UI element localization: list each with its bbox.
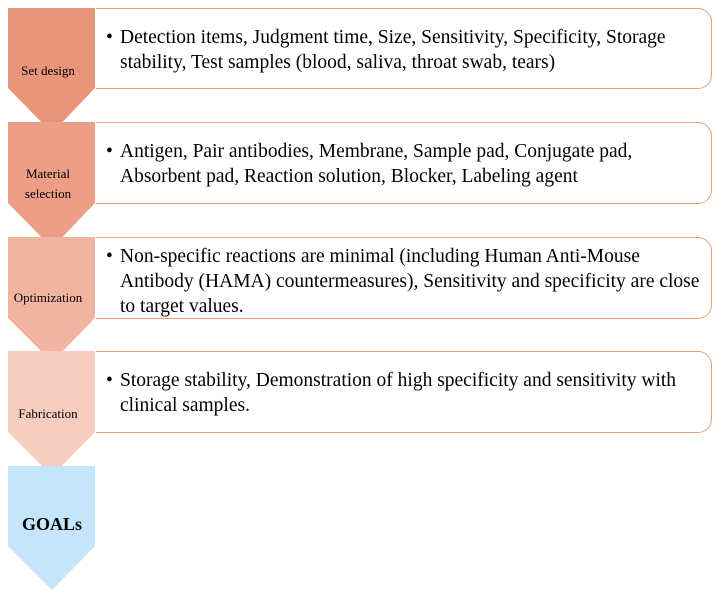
step-label-line: Material (25, 166, 71, 181)
step-label-material-selection (0, 164, 96, 204)
step-label-line: Optimization (13, 290, 83, 305)
goal-label: GOALs (21, 514, 82, 534)
bullet-dot: • (106, 27, 113, 48)
bullet-dot: • (106, 370, 113, 391)
bullet-dot: • (106, 141, 113, 162)
step-description: Antigen, Pair antibodies, Membrane, Sample pad, Conjugate pad, Absorbent pad, Reaction solution, Blocker, Labeling agent (120, 141, 633, 187)
bullet-item (106, 25, 703, 75)
bullet-item (106, 244, 703, 319)
step-description: Non-specific reactions are minimal (including Human Anti-Mouse Antibody (HAMA) countermeasures), Sensitivity and specificity are close to target values. (120, 246, 700, 317)
step-label-fabrication (0, 404, 96, 424)
step-label-set-design (0, 61, 96, 81)
bullet-item (106, 139, 703, 189)
step-label-line: selection (24, 186, 72, 201)
bullet-item (106, 368, 703, 418)
step-label-line: Set design (21, 63, 75, 78)
step-box-fabrication (96, 351, 712, 433)
step-box-set-design (96, 8, 712, 89)
bullet-dot: • (106, 246, 113, 267)
step-label-optimization (0, 288, 96, 308)
step-box-material-selection (96, 122, 712, 204)
step-description: Detection items, Judgment time, Size, Sensitivity, Specificity, Storage stability, Test samples (blood, saliva, throat swab, tears) (120, 27, 666, 73)
step-box-optimization (96, 237, 712, 319)
step-label-line: Fabrication (18, 406, 78, 421)
step-description: Storage stability, Demonstration of high specificity and sensitivity with clinical samples. (120, 370, 677, 416)
